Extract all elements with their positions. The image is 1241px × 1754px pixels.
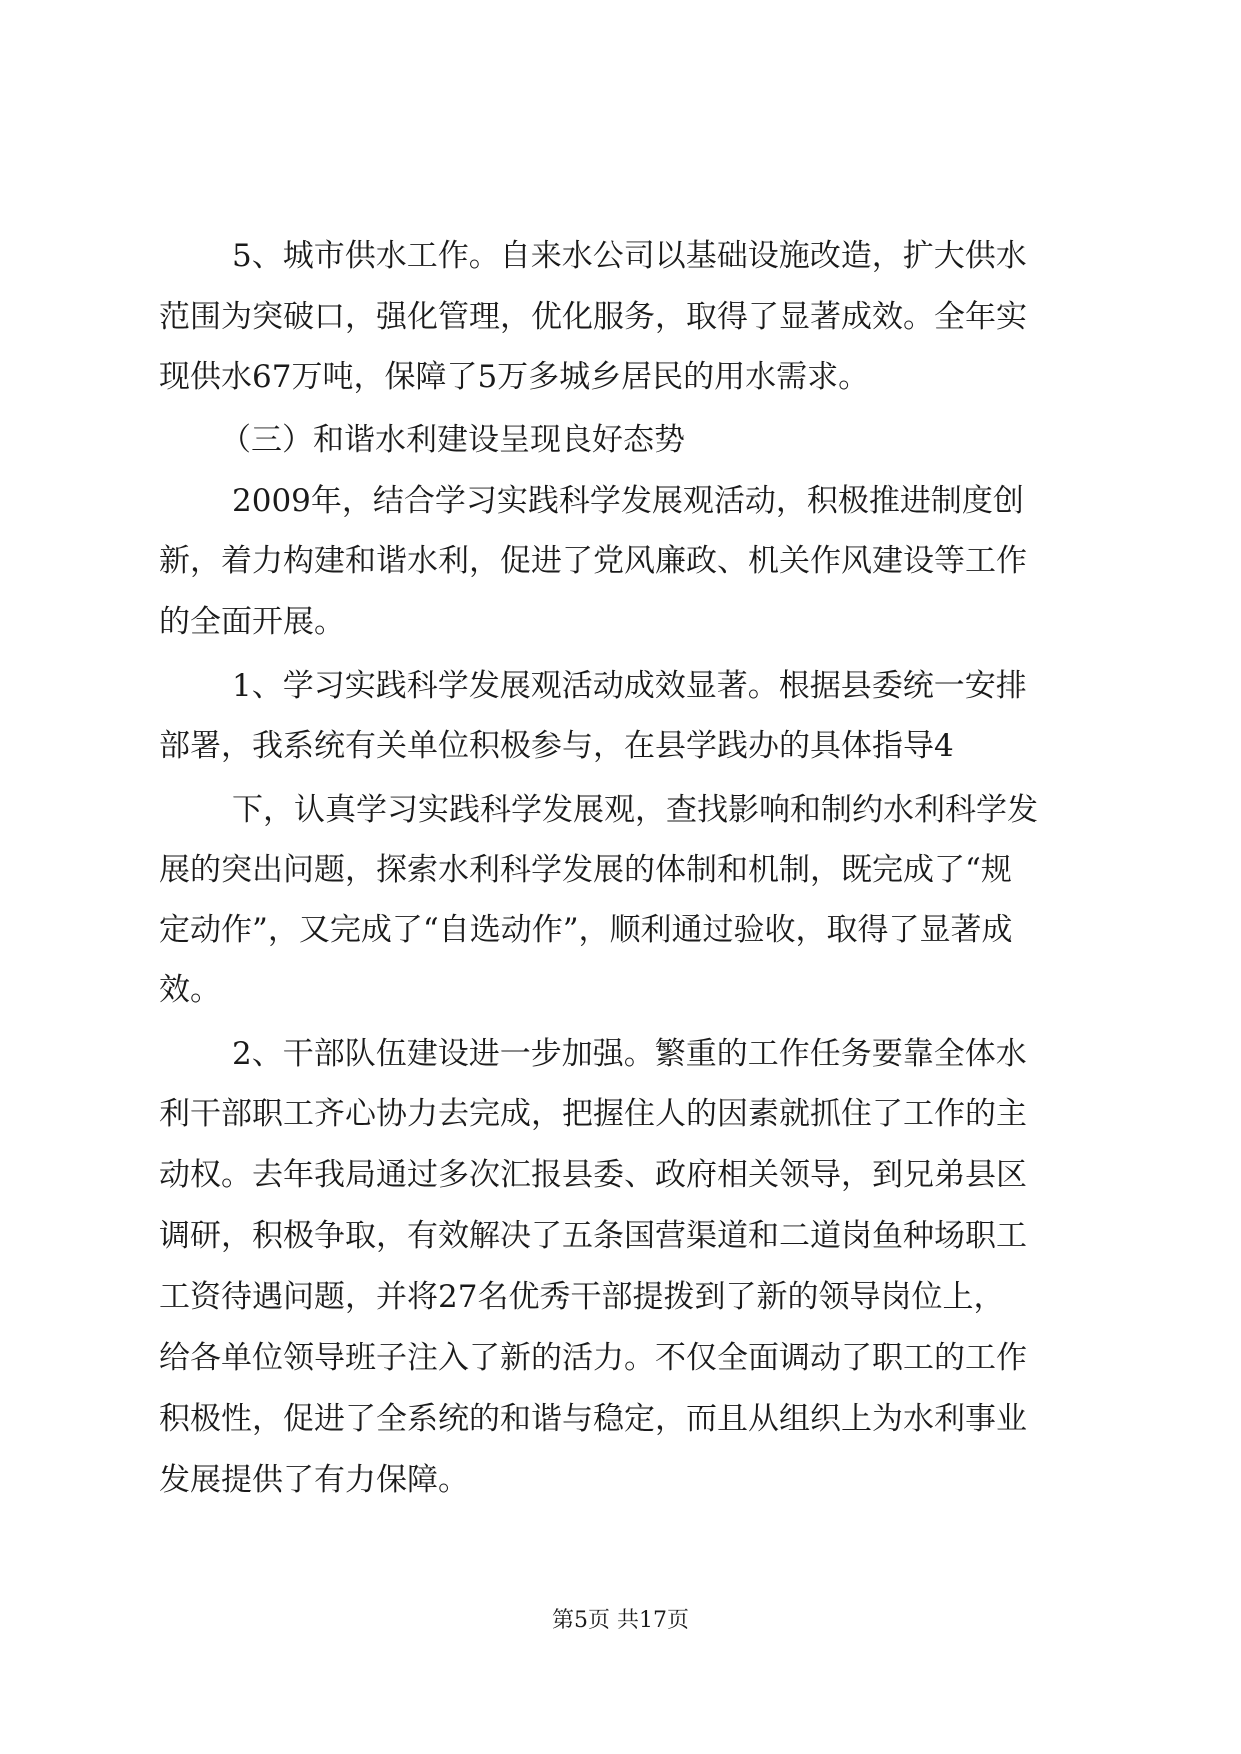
section-heading: （三）和谐水利建设呈现良好态势 bbox=[220, 422, 685, 458]
body-line-16: 动权。去年我局通过多次汇报县委、政府相关领导，到兄弟县区 bbox=[159, 1157, 1027, 1193]
body-line-20: 积极性，促进了全系统的和谐与稳定，而且从组织上为水利事业 bbox=[159, 1401, 1027, 1437]
body-line-6: 新，着力构建和谐水利，促进了党风廉政、机关作风建设等工作 bbox=[159, 543, 1027, 579]
body-line-8: 1、学习实践科学发展观活动成效显著。根据县委统一安排 bbox=[232, 668, 1027, 704]
body-line-13: 效。 bbox=[159, 972, 221, 1008]
body-line-9: 部署，我系统有关单位积极参与，在县学践办的具体指导4 bbox=[159, 728, 954, 764]
body-line-10: 下，认真学习实践科学发展观，查找影响和制约水利科学发 bbox=[232, 792, 1038, 828]
body-line-3: 现供水67万吨，保障了5万多城乡居民的用水需求。 bbox=[159, 359, 870, 395]
body-line-11: 展的突出问题，探索水利科学发展的体制和机制，既完成了“规 bbox=[159, 852, 1012, 888]
body-line-19: 给各单位领导班子注入了新的活力。不仅全面调动了职工的工作 bbox=[159, 1340, 1027, 1376]
body-line-5: 2009年，结合学习实践科学发展观活动，积极推进制度创 bbox=[232, 483, 1024, 519]
body-line-18: 工资待遇问题，并将27名优秀干部提拨到了新的领导岗位上， bbox=[159, 1279, 1005, 1315]
page-footer: 第5页 共17页 bbox=[552, 1608, 689, 1633]
body-line-21: 发展提供了有力保障。 bbox=[159, 1462, 469, 1498]
body-line-2: 范围为突破口，强化管理，优化服务，取得了显著成效。全年实 bbox=[159, 299, 1027, 335]
body-line-12: 定动作”，又完成了“自选动作”，顺利通过验收，取得了显著成 bbox=[159, 912, 1013, 948]
body-line-1: 5、城市供水工作。自来水公司以基础设施改造，扩大供水 bbox=[232, 238, 1027, 274]
body-line-15: 利干部职工齐心协力去完成，把握住人的因素就抓住了工作的主 bbox=[159, 1096, 1027, 1132]
body-line-17: 调研，积极争取，有效解决了五条国营渠道和二道岗鱼种场职工 bbox=[159, 1218, 1027, 1254]
body-line-14: 2、干部队伍建设进一步加强。繁重的工作任务要靠全体水 bbox=[232, 1036, 1027, 1072]
body-line-7: 的全面开展。 bbox=[159, 604, 345, 640]
